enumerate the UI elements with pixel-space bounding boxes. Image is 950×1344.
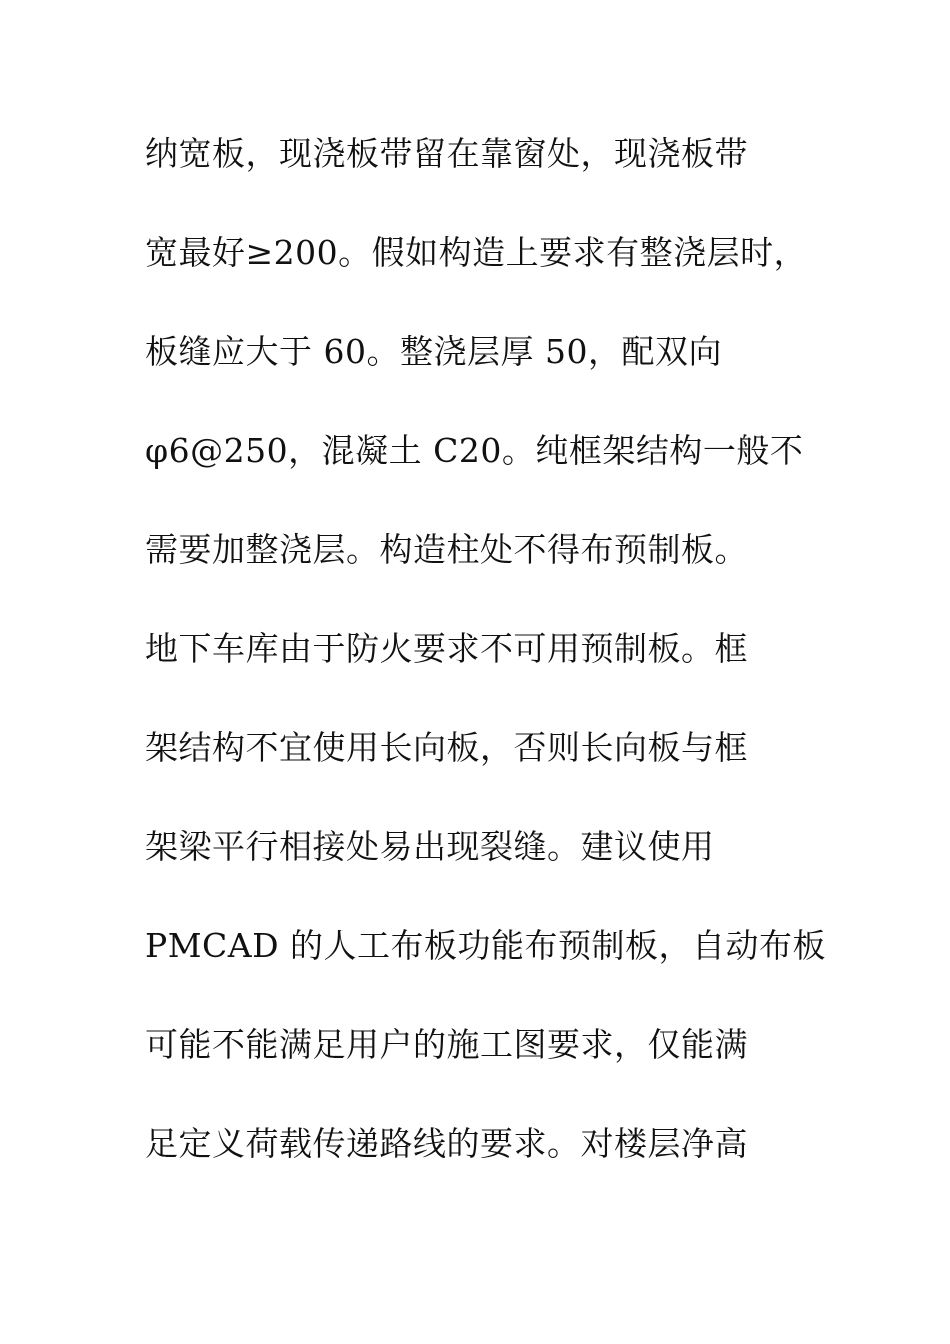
text-line-8: 架梁平行相接处易出现裂缝。建议使用 [145,827,715,866]
text-line-6: 地下车库由于防火要求不可用预制板。框 [145,629,748,668]
text-line-11: 足定义荷载传递路线的要求。对楼层净高 [145,1124,748,1163]
text-line-10: 可能不能满足用户的施工图要求，仅能满 [145,1025,748,1064]
text-line-5: 需要加整浇层。构造柱处不得布预制板。 [145,530,748,569]
text-line-3: 板缝应大于 60。整浇层厚 50，配双向 [145,332,722,371]
text-line-1: 纳宽板，现浇板带留在靠窗处，现浇板带 [145,134,748,173]
text-line-7: 架结构不宜使用长向板，否则长向板与框 [145,728,748,767]
text-line-4: φ6@250，混凝土 C20。纯框架结构一般不 [145,431,804,470]
text-line-9: PMCAD 的人工布板功能布预制板，自动布板 [145,926,827,965]
text-line-2: 宽最好≥200。假如构造上要求有整浇层时， [145,233,808,272]
